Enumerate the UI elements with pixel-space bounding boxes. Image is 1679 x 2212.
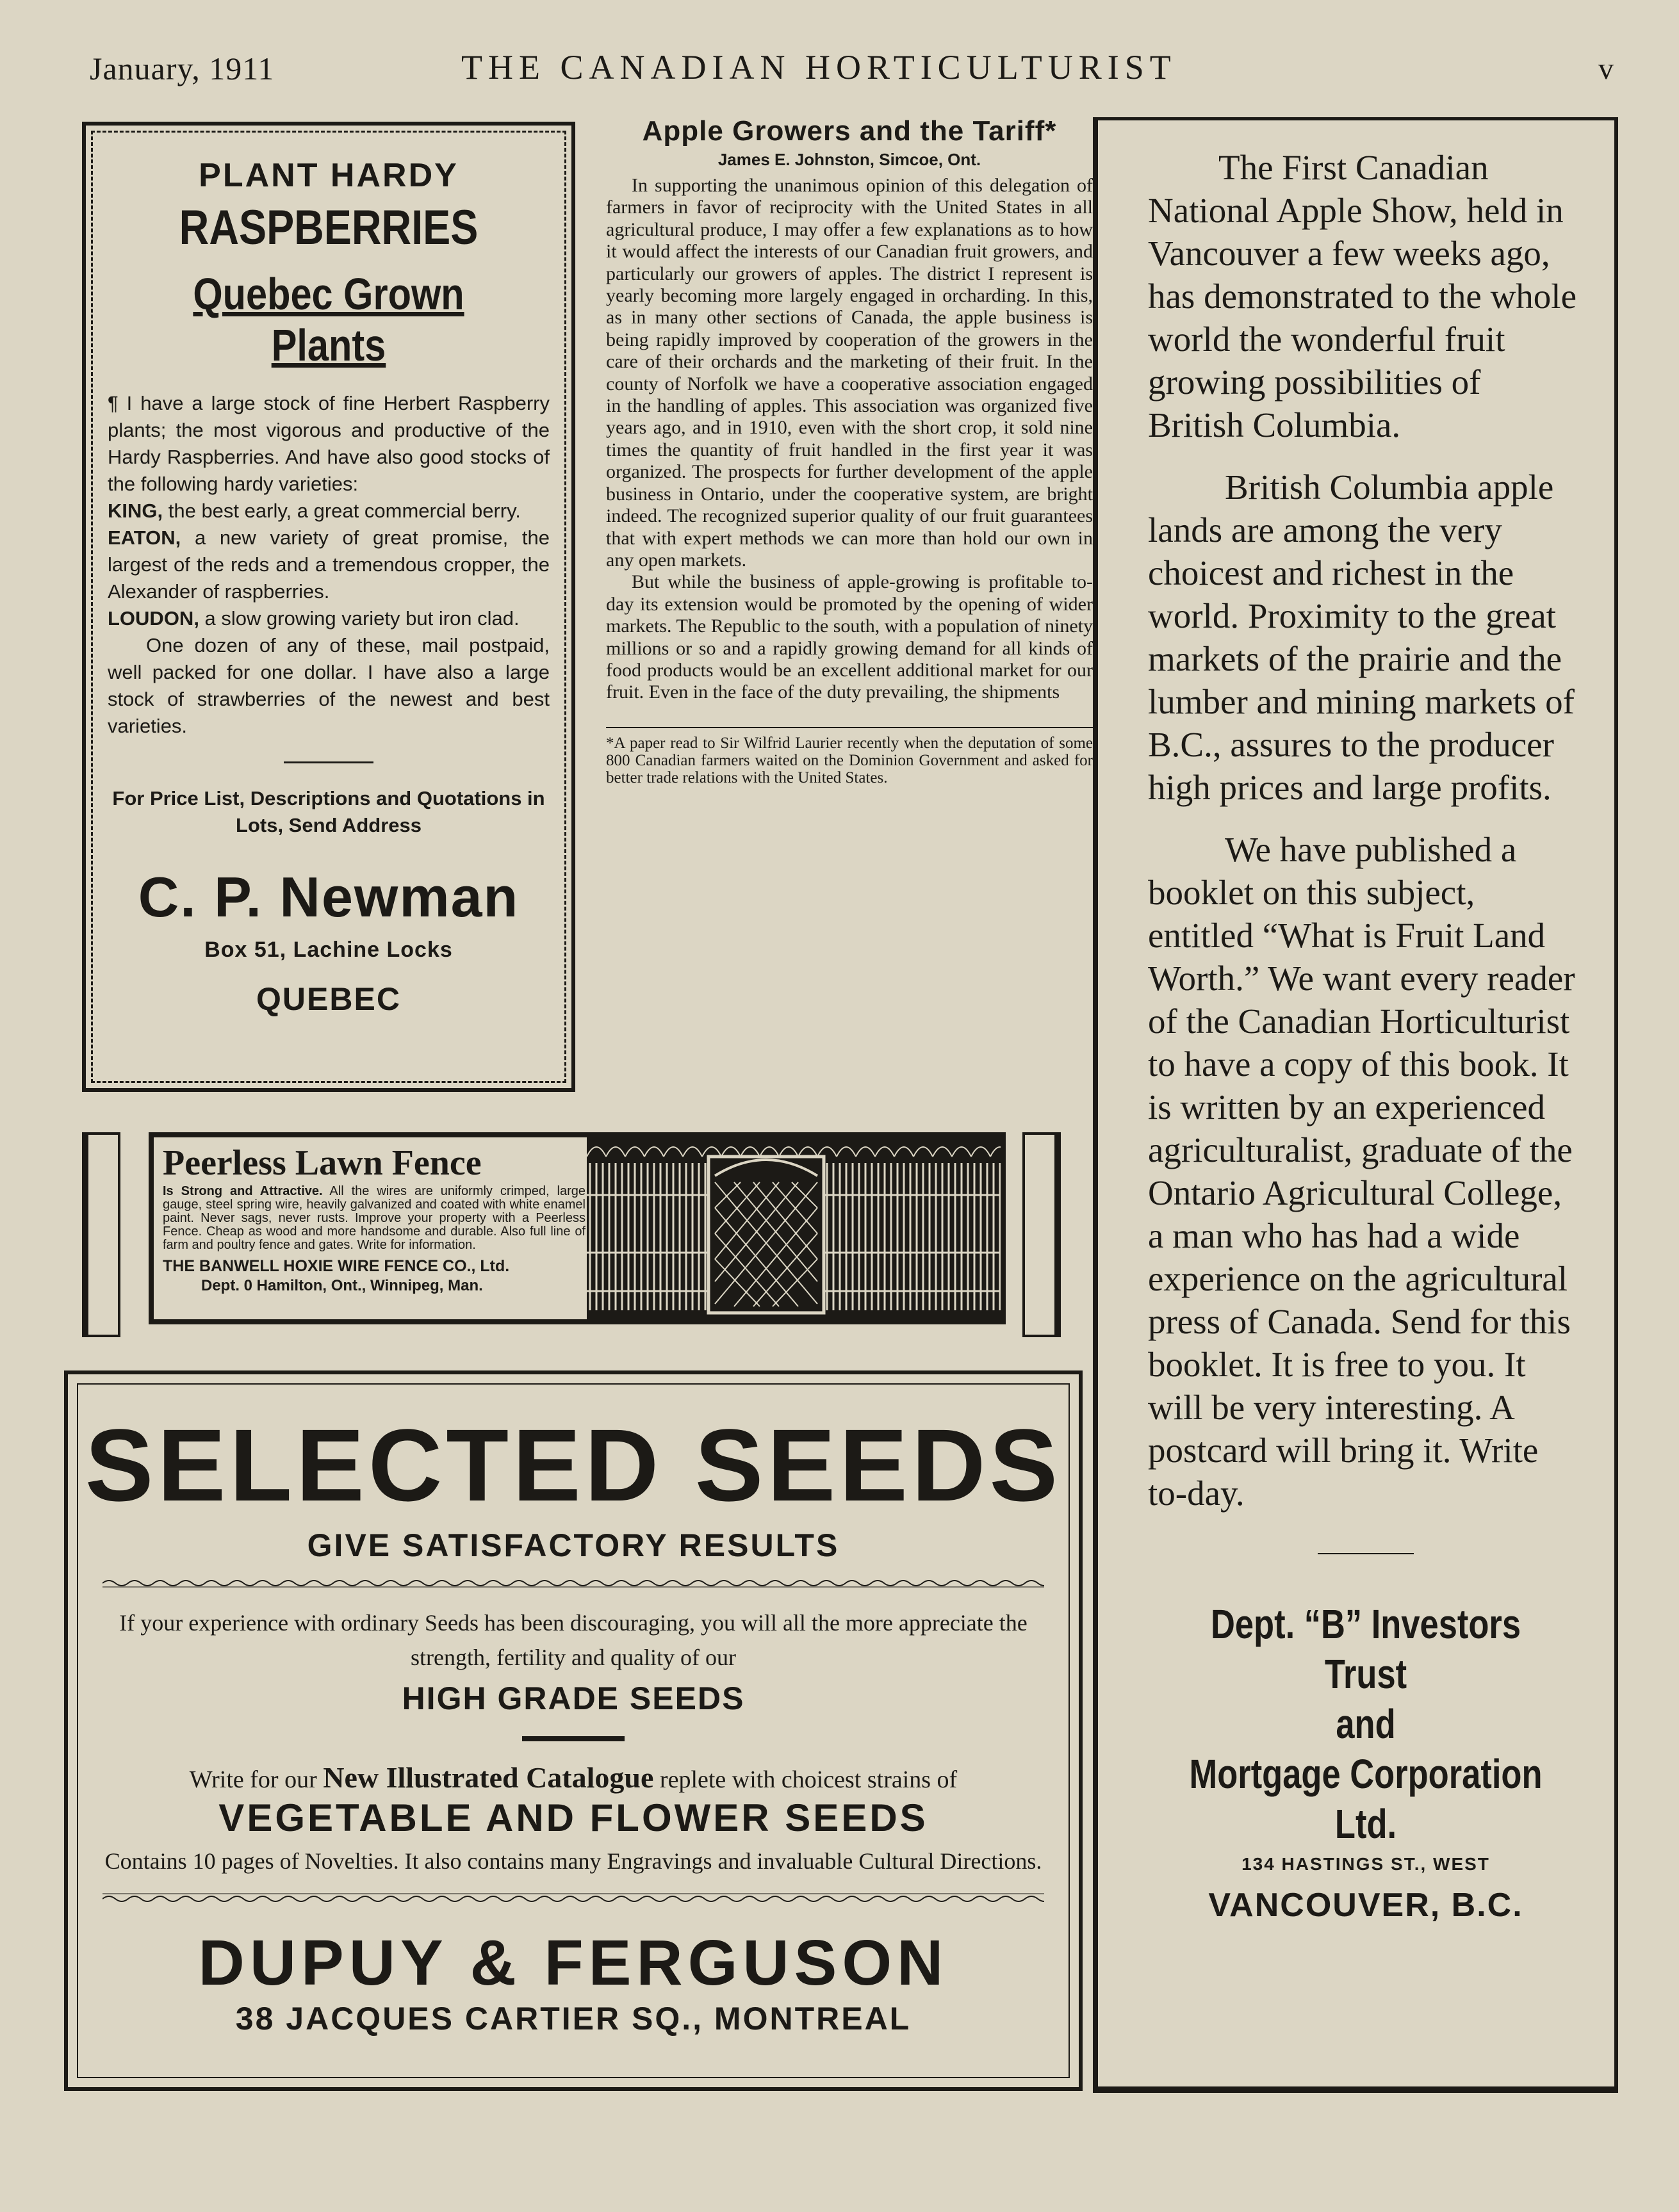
seeds-vegetable-flower: VEGETABLE AND FLOWER SEEDS [218, 1796, 928, 1839]
investors-corp: Mortgage Corporation Ltd. [1189, 1751, 1543, 1847]
fence-company: THE BANWELL HOXIE WIRE FENCE CO., Ltd. [163, 1257, 510, 1275]
page-number: v [1598, 52, 1614, 86]
article-paragraph: But while the business of apple-growing is profitable to-day its extension would be promoted by the opening of wider markets. The Republic to the south, with a population of ninety millions or so and a rapidly growing demand for all kinds of food products would be an excellent additional market for our fruit. Even in the face of the duty prevailing, the shipments [606, 571, 1093, 703]
fence-illustration [587, 1137, 1001, 1319]
catalogue-post: replete with choicest strains of [653, 1766, 958, 1793]
seeds-address: 38 JACQUES CARTIER SQ., MONTREAL [235, 2001, 912, 2037]
ad-subheadline: Quebec Grown Plants [193, 269, 464, 370]
fence-ad-lead: Is Strong and Attractive. [163, 1184, 323, 1198]
fence-ad-text [163, 1143, 586, 1295]
price-list-note: For Price List, Descriptions and Quotations in Lots, Send Address [112, 787, 545, 836]
investors-street: 134 HASTINGS ST., WEST [1241, 1854, 1490, 1874]
article-paragraph: In supporting the unanimous opinion of this delegation of farmers in favor of reciprocity with the United States in all agricultural produce, I may offer a few explanations as to how it would affect the interests of our Canadian fruit growers, and particularly our growers of apples. The district I represent is yearly becoming more largely engaged in orcharding. In this, as in many other sections of Canada, the apple business is being rapidly improved by cooperation of the growers in the care of their orchards and the marketing of their fruit. In the county of Norfolk we have a cooperative association engaged in the handling of apples. This association was organized five years ago, and in 1910, even with the short crop, it sold nine times the quantity of fruit handled in the first year it was organized. The prospects for further development of the apple business in Ontario, under the cooperative system, are bright indeed. The recognized superior quality of our fruit guarantees that with expert methods we can more than hold our own in any open markets. [606, 175, 1093, 571]
raspberry-ad [82, 122, 575, 1092]
variety-name: KING, [108, 500, 163, 522]
divider [1318, 1553, 1414, 1554]
investors-ad [1093, 117, 1618, 2093]
seeds-high-grade: HIGH GRADE SEEDS [402, 1680, 745, 1716]
fence-ad-bracket-right [1022, 1132, 1061, 1337]
article-byline: James E. Johnston, Simcoe, Ont. [717, 150, 981, 169]
seeds-intro: If your experience with ordinary Seeds has been discouraging, you will all the more appreciate the strength, fertility and quality of our [119, 1610, 1028, 1670]
seeds-company: DUPUY & FERGUSON [198, 1927, 949, 1999]
seeds-headline: SELECTED SEEDS [85, 1408, 1062, 1522]
variety-text: the best early, a great commercial berry. [163, 500, 521, 522]
variety-eaton [108, 525, 550, 605]
investors-city: VANCOUVER, B.C. [1208, 1887, 1523, 1924]
article [606, 115, 1093, 786]
ad-kicker: PLANT HARDY [199, 157, 459, 194]
ad-intro: ¶ I have a large stock of fine Herbert Raspberry plants; the most vigorous and productive of the Hardy Raspberries. And have also good stocks of the following hardy varieties: [108, 392, 550, 495]
ad-inner-border [77, 1383, 1070, 2078]
variety-king [108, 498, 550, 525]
catalogue-name: New Illustrated Catalogue [323, 1761, 654, 1794]
fence-ad-title: Peerless Lawn Fence [163, 1143, 482, 1183]
variety-name: EATON, [108, 526, 181, 549]
ad-offer: One dozen of any of these, mail postpaid, well packed for one dollar. I have also a large stock of strawberries of the newest and best varieties. [108, 634, 550, 737]
variety-loudon [108, 605, 550, 632]
investors-paragraph: British Columbia apple lands are among the very choicest and richest in the world. Proximity to the great markets of the prairie and the lumber and mining markets of B.C., assures to the producer high prices and large profits. [1148, 468, 1575, 807]
advertiser-name: C. P. Newman [138, 865, 520, 929]
issue-date: January, 1911 [90, 51, 275, 86]
seeds-novelties: Contains 10 pages of Novelties. It also contains many Engravings and invaluable Cultural Directions. [104, 1848, 1042, 1874]
fence-illustration-svg [587, 1137, 1001, 1319]
fence-ad-bracket-left [82, 1132, 120, 1337]
fence-ad-body: All the wires are uniformly crimped, large gauge, steel spring wire, heavily galvanized and coated with white enamel paint. Never sags, never rusts. Improve your property with a Peerless Fence. Cheap as wood and more handsome and durable. Also full line of farm and poultry fence and gates. Write for information. [163, 1184, 586, 1252]
catalogue-pre: Write for our [189, 1766, 324, 1793]
variety-name: LOUDON, [108, 607, 199, 630]
fence-ad [149, 1132, 1006, 1324]
article-title: Apple Growers and the Tariff* [642, 115, 1057, 147]
seeds-subhead: GIVE SATISFACTORY RESULTS [307, 1527, 840, 1563]
investors-paragraph: The First Canadian National Apple Show, held in Vancouver a few weeks ago, has demonstrated to the whole world the wonderful fruit growing possibilities of British Columbia. [1148, 148, 1577, 444]
fence-address: Dept. 0 Hamilton, Ont., Winnipeg, Man. [201, 1277, 483, 1294]
article-footnote: *A paper read to Sir Wilfrid Laurier recently when the deputation of some 800 Canadian farmers waited on the Dominion Government and asked for better trade relations with the United States. [606, 727, 1093, 786]
investors-and: and [1336, 1701, 1396, 1747]
variety-text: a slow growing variety but iron clad. [199, 607, 520, 630]
ad-headline: RASPBERRIES [179, 200, 479, 255]
advertiser-province: QUEBEC [256, 981, 401, 1017]
investors-dept: Dept. “B” Investors Trust [1210, 1601, 1521, 1697]
investors-paragraph: We have published a booklet on this subject, entitled “What is Fruit Land Worth.” We want every reader of the Canadian Horticulturist to have a copy of this book. It is written by an experienced agriculturalist, graduate of the Ontario Agricultural College, a man who has had a wide experience on the agricultural press of Canada. Send for this booklet. It is free to you. It will be very interesting. A postcard will bring it. Write to-day. [1148, 830, 1575, 1513]
fence-ad-description [163, 1185, 586, 1252]
divider [284, 761, 373, 763]
advertiser-address: Box 51, Lachine Locks [204, 938, 453, 962]
seeds-ad [64, 1370, 1083, 2091]
variety-text: a new variety of great promise, the largest of the reds and a tremendous cropper, the Alexander of raspberries. [108, 526, 550, 603]
magazine-title: THE CANADIAN HORTICULTURIST [461, 48, 1177, 86]
